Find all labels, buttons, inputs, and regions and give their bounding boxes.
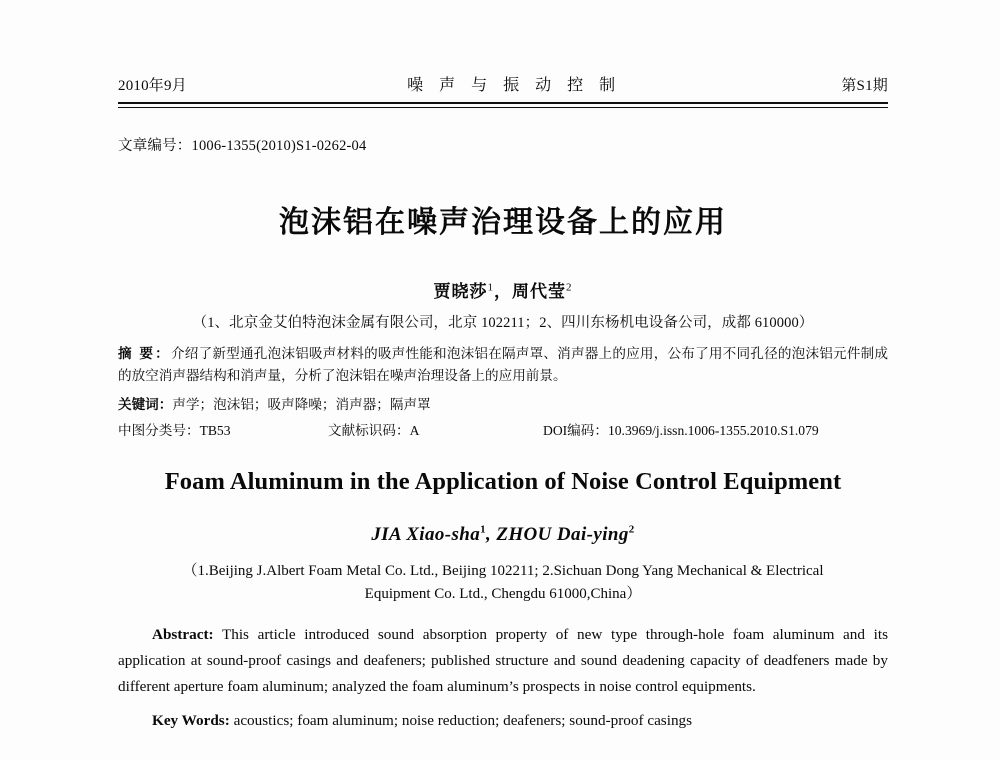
paper-content (118, 0, 888, 735)
chinese-title: 泡沫铝在噪声治理设备上的应用 (279, 206, 727, 239)
document-code-value: A (409, 422, 420, 438)
english-affiliation-line-1: （1.Beijing J.Albert Foam Metal Co. Ltd., Beijing 102211; 2.Sichuan Dong Yang Mechanical & Electrical (182, 562, 824, 579)
english-keywords (118, 708, 888, 734)
chinese-author-1: 贾晓莎 (433, 282, 488, 301)
english-affiliation (118, 560, 888, 607)
chinese-keywords (118, 394, 888, 416)
english-author-2: ZHOU Dai-ying (496, 523, 629, 545)
english-author-2-affil-mark: 2 (628, 523, 635, 536)
english-abstract-label: Abstract: (152, 626, 214, 644)
english-keywords-text: acoustics; foam aluminum; noise reduction; deafeners; sound-proof casings (229, 712, 693, 730)
document-code-label: 文献标识码： (328, 422, 410, 438)
english-affiliation-line-2: Equipment Co. Ltd., Chengdu 61000,China） (364, 585, 642, 602)
english-authors (118, 524, 888, 546)
english-author-separator: , (486, 523, 497, 545)
english-author-1: JIA Xiao-sha (371, 523, 481, 545)
doi-label: DOI编码： (543, 422, 608, 438)
running-head (118, 72, 888, 95)
english-keywords-label: Key Words: (152, 712, 230, 730)
doi-value: 10.3969/j.issn.1006-1355.2010.S1.079 (607, 422, 819, 438)
running-head-date: 2010年9月 (118, 78, 187, 94)
english-abstract-text: This article introduced sound absorption property of new type through-hole foam aluminum and its application at sound-proof casings and deafeners; published structure and sound deadening capacity of deadfeners made by different aperture foam aluminum; analyzed the foam aluminum’s prospects in noise control equipments. (118, 626, 888, 696)
chinese-author-separator: ，周代莹 (494, 282, 566, 301)
english-title: Foam Aluminum in the Application of Noise Control Equipment (164, 467, 842, 495)
issue-number: 第S1期 (841, 78, 888, 94)
article-number: 文章编号：1006-1355(2010)S1-0262-04 (118, 138, 367, 154)
chinese-author-1-affil-mark: 1 (487, 281, 494, 294)
chinese-keywords-text: 声学；泡沫铝；吸声降噪；消声器；隔声罩 (172, 397, 431, 413)
clc-value: TB53 (199, 422, 231, 438)
chinese-abstract-text: 介绍了新型通孔泡沫铝吸声材料的吸声性能和泡沫铝在隔声罩、消声器上的应用，公布了用不同孔径的泡沫铝元件制成的放空消声器结构和消声量，分析了泡沫铝在噪声治理设备上的应用前景。 (118, 346, 888, 384)
chinese-affiliation: （1、北京金艾伯特泡沫金属有限公司，北京 102211；2、四川东杨机电设备公司，成都 610000） (192, 315, 814, 331)
doi (543, 420, 888, 442)
chinese-metadata-row (118, 420, 888, 442)
chinese-authors (118, 277, 888, 302)
chinese-keywords-label: 关键词： (118, 397, 173, 413)
chinese-author-2-affil-mark: 2 (566, 281, 573, 294)
english-author-1-affil-mark: 1 (480, 523, 487, 536)
header-rule (118, 102, 888, 108)
chinese-abstract-label: 摘 要： (118, 346, 171, 361)
clc-label: 中图分类号： (118, 422, 200, 438)
clc-number (118, 420, 328, 442)
english-abstract (118, 622, 888, 700)
chinese-abstract (118, 343, 888, 387)
journal-name: 噪 声 与 振 动 控 制 (407, 77, 622, 94)
document-code (328, 420, 543, 442)
